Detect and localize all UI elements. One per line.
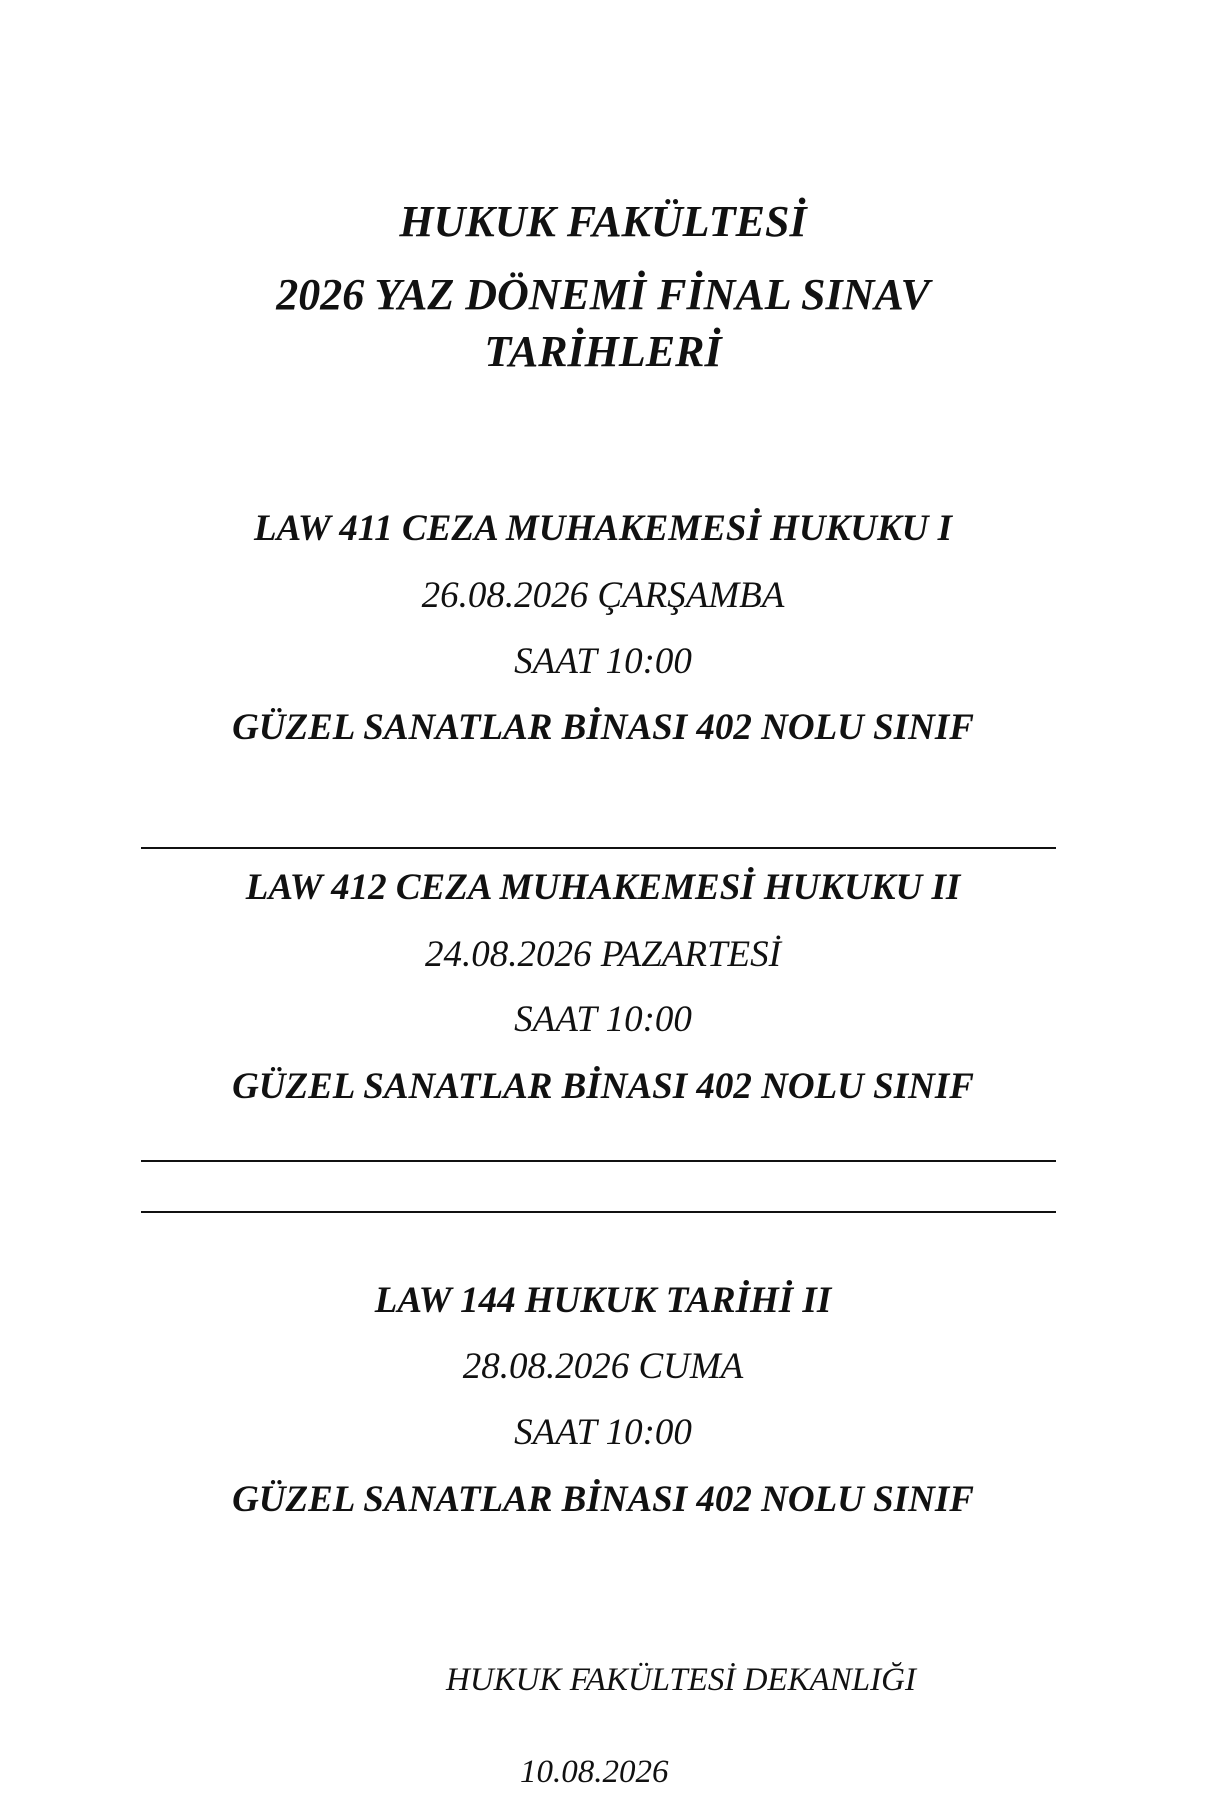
exam-location: GÜZEL SANATLAR BİNASI 402 NOLU SINIF xyxy=(232,1066,974,1107)
exam-course: LAW 411 CEZA MUHAKEMESİ HUKUKU I xyxy=(253,508,953,549)
exam-course: LAW 144 HUKUK TARİHİ II xyxy=(374,1280,832,1321)
faculty-title: HUKUK FAKÜLTESİ xyxy=(399,197,807,246)
exam-course: LAW 412 CEZA MUHAKEMESİ HUKUKU II xyxy=(245,867,961,908)
exam-location: GÜZEL SANATLAR BİNASI 402 NOLU SINIF xyxy=(232,1479,974,1520)
exam-date: 26.08.2026 ÇARŞAMBA xyxy=(421,575,785,616)
exam-date: 28.08.2026 CUMA xyxy=(462,1346,744,1387)
issue-date: 10.08.2026 xyxy=(520,1754,669,1790)
section-divider xyxy=(141,1160,1056,1162)
document-title: 2026 YAZ DÖNEMİ FİNAL SINAV xyxy=(276,270,930,319)
exam-time: SAAT 10:00 xyxy=(514,641,692,682)
exam-location: GÜZEL SANATLAR BİNASI 402 NOLU SINIF xyxy=(232,707,974,748)
exam-time: SAAT 10:00 xyxy=(514,1412,692,1453)
exam-time: SAAT 10:00 xyxy=(514,999,692,1040)
section-divider xyxy=(141,1211,1056,1213)
dean-office: HUKUK FAKÜLTESİ DEKANLIĞI xyxy=(446,1662,916,1698)
document-title-continued: TARİHLERİ xyxy=(484,327,722,376)
exam-date: 24.08.2026 PAZARTESİ xyxy=(425,934,781,975)
section-divider xyxy=(141,847,1056,849)
